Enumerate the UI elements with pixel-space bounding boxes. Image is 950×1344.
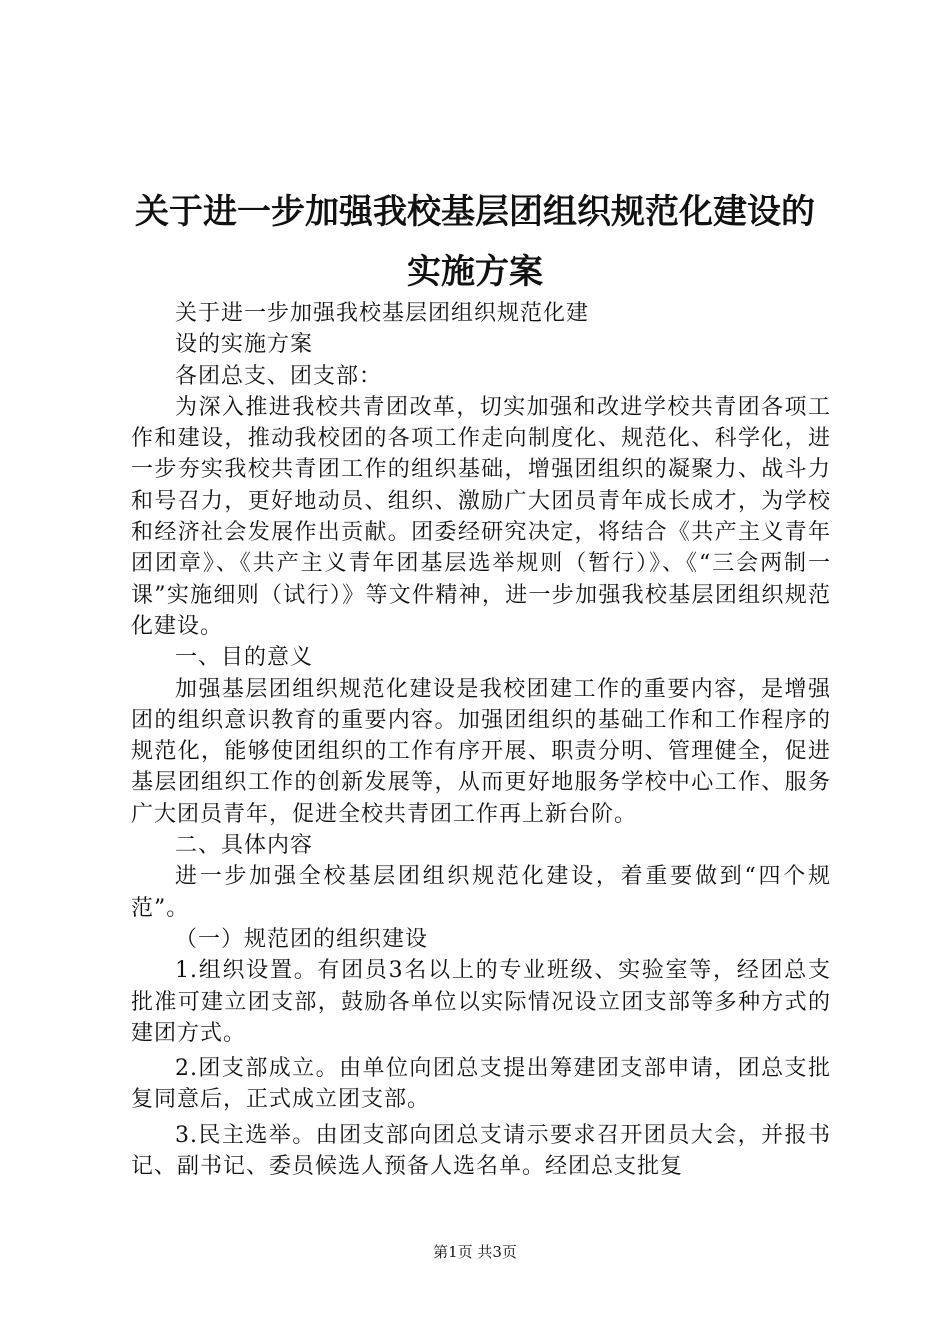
body-paragraph: 关于进一步加强我校基层团组织规范化建 bbox=[175, 301, 590, 326]
body-paragraph: 进一步加强全校基层团组织规范化建设，着重要做到“四个规范”。 bbox=[131, 864, 831, 921]
body-paragraph: 为深入推进我校共青团改革，切实加强和改进学校共青团各项工作和建设，推动我校团的各项工作走向制度化、规范化、科学化，进一步夯实我校共青团工作的组织基础，增强团组织的凝聚力、战斗力和号召力，更好地动员、组织、激励广大团员青年成长成才，为学校和经济社会发展作出贡献。团委经研究决定，将结合《共产主义青年团团章》、《共产主义青年团基层选举规则（暂行）》、《“三会两制一课”实施细则（试行）》等文件精神，进一步加强我校基层团组织规范化建设。 bbox=[131, 394, 831, 639]
body-paragraph: 加强基层团组织规范化建设是我校团建工作的重要内容，是增强团的组织意识教育的重要内容。加强团组织的基础工作和工作程序的规范化，能够使团组织的工作有序开展、职责分明、管理健全，促进基层团组织工作的创新发展等，从而更好地服务学校中心工作、服务广大团员青年，促进全校共青团工作再上新台阶。 bbox=[131, 676, 831, 827]
body-paragraph: 设的实施方案 bbox=[175, 332, 314, 358]
list-item: 2.团支部成立。由单位向团总支提出筹建团支部申请，团总支批复同意后，正式成立团支部。 bbox=[131, 1056, 831, 1113]
subsection-heading: （一）规范团的组织建设 bbox=[175, 926, 429, 952]
list-item: 3.民主选举。由团支部向团总支请示要求召开团员大会，并报书记、副书记、委员候选人预备人选名单。经团总支批复 bbox=[131, 1122, 831, 1180]
document-title-line-1: 关于进一步加强我校基层团组织规范化建设的 bbox=[135, 192, 815, 232]
list-item: 1.组织设置。有团员3名以上的专业班级、实验室等，经团总支批准可建立团支部，鼓励各单位以实际情况设立团支部等多种方式的建团方式。 bbox=[131, 958, 831, 1046]
document-title-line-2: 实施方案 bbox=[407, 252, 543, 292]
document-body bbox=[131, 298, 831, 1182]
section-heading: 一、目的意义 bbox=[175, 645, 314, 671]
section-heading: 二、具体内容 bbox=[175, 833, 314, 859]
page-footer: 第1页 共3页 bbox=[433, 1243, 517, 1261]
salutation: 各团总支、团支部： bbox=[175, 363, 383, 389]
